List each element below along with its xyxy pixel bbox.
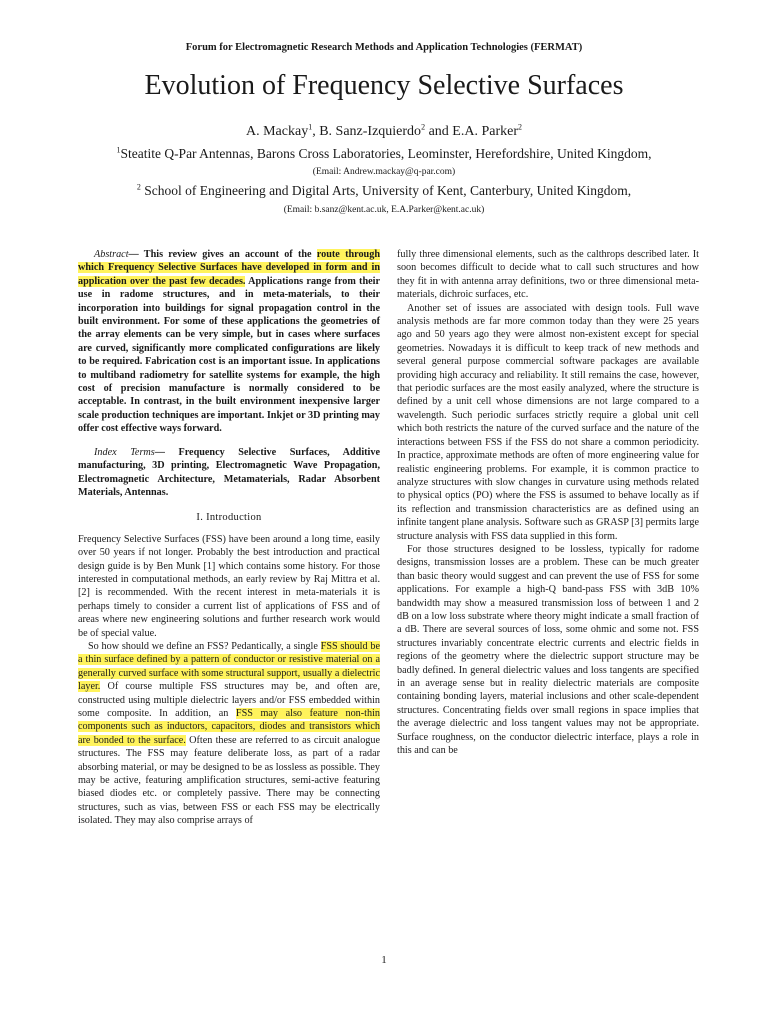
author-3-sup: 2 — [517, 122, 522, 132]
index-terms — [78, 446, 380, 500]
author-1: A. Mackay — [246, 124, 309, 139]
intro-p2-a: So how should we define an FSS? Pedantically, a single — [88, 640, 321, 652]
index-terms-lead: Index Terms — [94, 446, 155, 458]
right-paragraph-3: For those structures designed to be lossless, typically for radome designs, transmission losses are a problem. These can be much greater than basic theory would suggest and can prevent the use of FSS for some applications. For example a high-Q band-pass FSS with 3dB 10% bandwidth may show a measured transmission loss of between 1 and 2 dB on a low loss substrate where theory might indicate a small fraction of a dB. There are several sources of loss, some ohmic and some not. FSS structures invariably concentrate electric currents and electric fields in regions of the geometry where the dielectric support structure may be badly defined. In general dielectric values and loss tangents are specified in an average sense but in reality dielectric materials are composite containing bonding layers, material inclusions and other scale-dependent structures. Concentrating fields over small regions in space implies that the average dielectric and loss tangent values may not be appropriate. Surface roughness, on the conductor dielectric interface, plays a role in this and can be — [397, 543, 699, 757]
intro-paragraph-2 — [78, 640, 380, 828]
intro-paragraph-1: Frequency Selective Surfaces (FSS) have been around a long time, easily over 50 years if not longer. Probably the best introduction and practical design guide is by Ben Munk [1] which contains some history. For those interested in computational methods, an early review by Raj Mittra et al. [2] is recommended. With the recent interest in meta-materials it is perhaps timely to consider a current list of applications of FSS and of areas where new engineering solutions and further research work would be of special value. — [78, 533, 380, 639]
affiliation-2-sup: 2 — [136, 182, 141, 192]
author-list — [0, 124, 768, 140]
intro-p2-highlight-1: FSS should be a thin surface defined by a pattern of conductor or resistive material on a generally curved surface with some structural support, usually a dielectric layer. — [78, 640, 380, 693]
right-paragraph-2: Another set of issues are associated with design tools. Full wave analysis methods are far more common today than they were 25 years ago and 50 years ago they were almost non-existent except for special geometries. Nowadays it is difficult to keep track of new methods and several general purpose commercial software packages are available providing high accuracy and reliability. It still remains the case, however, that periodic surfaces are the most easily analyzed, where the structure is defined by a unit cell whose dimensions are not large compared to a wavelength. Such periodic surfaces strictly require a global unit cell which both restricts the nature of the curved surface and the nature of the interactions between FSS if the FSS do not share a common periodicity. In practice, approximate methods are often of more engineering value for realistic engineering problems. For example, it is common practice to analyze structures with slow changes in curvature using methods related to physical optics (PO) where the FSS is assumed to behave locally as if its reflection and transmission characteristics are as defined using an infinite tangent plane analysis. Software such as GRASP [3] permits large structure analysis with FSS data supplied in this form. — [397, 302, 699, 542]
abstract-highlight: route through which Frequency Selective Surfaces have developed in form and in application over the past few decades. — [78, 249, 380, 287]
email-2: (Email: b.sanz@kent.ac.uk, E.A.Parker@kent.ac.uk) — [283, 205, 485, 215]
author-1-sup: 1 — [308, 122, 313, 132]
right-column — [397, 248, 699, 757]
index-terms-text: — Frequency Selective Surfaces, Additive manufacturing, 3D printing, Electromagnetic Wave Propagation, Electromagnetic Architecture, Metamaterials, Radar Absorbent Materials, Antennas. — [78, 446, 380, 498]
intro-p2-b: Of course multiple FSS structures may be, and often are, constructed using multiple dielectric layers and/or FSS embedded within some composite. In addition, an — [78, 681, 380, 719]
author-3: and E.A. Parker — [425, 124, 518, 139]
affiliation-1-text: Steatite Q-Par Antennas, Barons Cross Laboratories, Leominster, Herefordshire, United Kingdom, — [120, 146, 652, 161]
right-paragraph-1: fully three dimensional elements, such as the calthrops described later. It soon becomes difficult to decide what to call such structures and how they fit in with antenna array definitions, two or three dimensional meta-materials, dichroic surfaces, etc. — [397, 249, 699, 301]
intro-p2-highlight-2: FSS may also feature non-thin components such as inductors, capacitors, diodes and transistors which are bonded to the surface. — [78, 708, 380, 746]
author-2: , B. Sanz-Izquierdo — [312, 124, 422, 139]
affiliation-1 — [0, 146, 768, 162]
affiliation-2 — [0, 183, 768, 199]
abstract-lead: Abstract — [94, 249, 129, 260]
paper-title: Evolution of Frequency Selective Surfaces — [144, 70, 624, 101]
author-2-sup: 2 — [421, 122, 426, 132]
abstract-dash: — This review gives an account of the — [128, 249, 317, 260]
forum-header: Forum for Electromagnetic Research Methods and Application Technologies (FERMAT) — [185, 42, 583, 53]
affiliation-1-sup: 1 — [116, 145, 121, 155]
abstract — [78, 248, 380, 436]
abstract-rest: Applications range from their use in radome structures, and in meta-materials, to their incorporation into buildings for signal propagation control in the built environment. For some of these applications the geometries of the array elements can be very simple, but in cases where surfaces are curved, significantly more complicated configurations are likely to be required. Fabrication cost is an important issue. In applications to multiband radiometry for satellite systems for example, the high cost of precision manufacture is normally considered to be acceptable. In contrast, in the built environment inexpensive larger scale production techniques are important. Inkjet or 3D printing may offer cost effective ways forward. — [78, 275, 380, 435]
email-1: (Email: Andrew.mackay@q-par.com) — [312, 167, 456, 177]
section-heading-introduction: I. Introduction — [196, 512, 262, 524]
affiliation-2-text: School of Engineering and Digital Arts, University of Kent, Canterbury, United Kingdom, — [140, 183, 632, 198]
left-column — [78, 248, 380, 828]
page-number: 1 — [381, 954, 387, 966]
intro-p2-c: Often these are referred to as circuit analogue structures. The FSS may feature deliberate loss, as part of a radar absorbing material, or may be designed to be as lossless as possible. They may be active, featuring amplification structures, semi-active featuring biased diodes etc. or completely passive. There may be connecting structures, such as vias, between FSS or each FSS may be electrically isolated. They may also comprise arrays of — [78, 734, 380, 827]
